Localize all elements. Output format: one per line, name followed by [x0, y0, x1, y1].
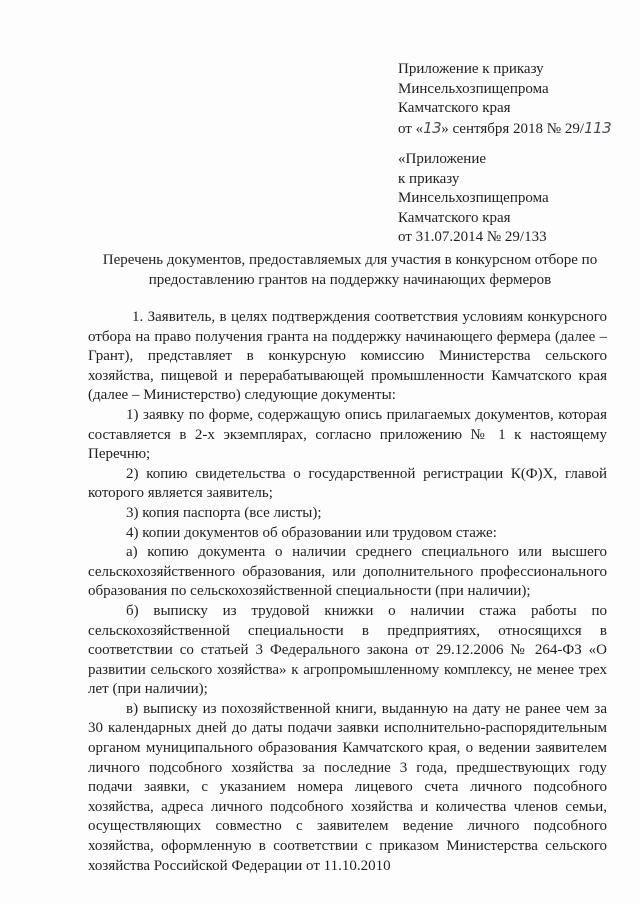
appendix-line: к приказу [398, 170, 460, 187]
paragraph-1: 1. Заявитель, в целях подтверждения соответствия условиям конкурсного отбора на право получения гранта на поддержку начинающего фермера (далее – Грант), представляет в конкурсную комиссию Министерства сельского хозяйства, пищевой и перерабатывающей промышленности Камчатского края (далее – Министерство) следующие документы: [88, 309, 607, 404]
handwritten-number: 113 [584, 118, 612, 137]
appendix-header-current [398, 60, 611, 139]
item-1: 1) заявку по форме, содержащую опись прилагаемых документов, которая составляется в 2-х экземплярах, согласно приложению № 1 к настоящему Перечню; [88, 406, 607, 463]
document-title [80, 251, 620, 290]
appendix-line: Камчатского края [398, 209, 511, 226]
date-suffix: » сентября 2018 № 29/ [441, 120, 584, 137]
item-2: 2) копию свидетельства о государственной регистрации К(Ф)Х, главой которого является заявитель; [88, 465, 607, 502]
appendix-line: от 31.07.2014 № 29/133 [398, 229, 547, 245]
document-body [88, 308, 607, 876]
appendix-line: Камчатского края [398, 100, 511, 116]
item-4v: в) выписку из похозяйственной книги, выданную на дату не ранее чем за 30 календарных дней до даты подачи заявки исполнительно-распорядительным органом муниципального образования Камчатского края, о ведении заявителем личного подсобного хозяйства за последние 3 года, предшествующих году подачи заявки, с указанием номера лицевого счета личного подсобного хозяйства, адреса личного подсобного хозяйства и количества членов семьи, осуществляющих совместно с заявителем ведение личного подсобного хозяйства, оформленную в соответствии с приказом Министерства сельского хозяйства Российской Федерации от 11.10.2010 [88, 700, 607, 874]
item-4a: а) копию документа о наличии среднего специального или высшего сельскохозяйственного образования, или дополнительного профессионального образования по сельскохозяйственной специальности (при наличии); [88, 544, 607, 600]
item-3: 3) копия паспорта (все листы); [126, 504, 322, 521]
title-line: Перечень документов, предоставляемых для участия в конкурсном отборе по [102, 252, 598, 268]
title-line: предоставлению грантов на поддержку начинающих фермеров [148, 271, 552, 288]
handwritten-day: 13 [423, 118, 442, 137]
appendix-header-original [398, 150, 549, 248]
appendix-line: «Приложение [398, 151, 487, 167]
date-prefix: от « [398, 120, 424, 137]
appendix-line: Приложение к приказу [398, 61, 544, 77]
item-4: 4) копии документов об образовании или трудовом стаже: [126, 524, 497, 541]
appendix-date-line [398, 119, 611, 140]
item-4b: б) выписку из трудовой книжки о наличии стажа работы по сельскохозяйственной специальности в предприятиях, относящихся в соответствии со статьей 3 Федерального закона от 29.12.2006 № 264-ФЗ «О развитии сельского хозяйства» к агропромышленному комплексу, не менее трех лет (при наличии); [88, 602, 607, 698]
appendix-line: Минсельхозпищепрома [398, 190, 549, 206]
appendix-line: Минсельхозпищепрома [398, 80, 549, 97]
